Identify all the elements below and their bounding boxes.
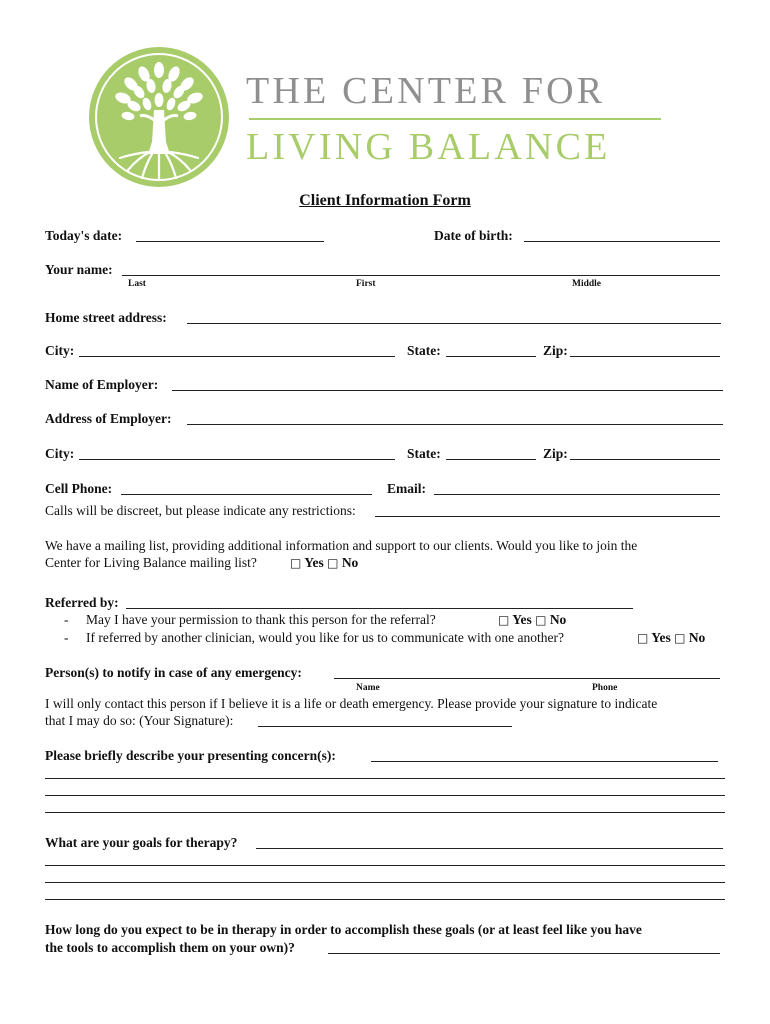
employer-state-field[interactable]	[446, 459, 536, 460]
form-title: Client Information Form	[299, 192, 471, 209]
emergency-note-line1: I will only contact this person if I believe it is a life or death emergency. Please provide your signature to indicate	[45, 696, 658, 711]
your-name-label: Your name:	[45, 262, 113, 277]
communicate-yes-label: Yes	[651, 630, 671, 645]
employer-state-label: State:	[407, 446, 441, 461]
employer-name-label: Name of Employer:	[45, 377, 159, 392]
state-field[interactable]	[446, 356, 536, 357]
employer-address-field[interactable]	[187, 424, 723, 425]
mailing-no-label: No	[341, 555, 359, 570]
therapy-goals-label: What are your goals for therapy?	[45, 835, 238, 850]
thank-no-label: No	[549, 612, 567, 627]
referral-communicate-question: If referred by another clinician, would you like for us to communicate with one another?	[86, 630, 564, 645]
mailing-list-options	[290, 555, 358, 571]
todays-date-label: Today's date:	[45, 228, 123, 243]
referred-by-field[interactable]	[126, 608, 633, 609]
cell-phone-label: Cell Phone:	[45, 481, 113, 496]
state-label: State:	[407, 343, 441, 358]
todays-date-field[interactable]	[136, 241, 324, 242]
therapy-goals-field-3[interactable]	[45, 882, 725, 883]
employer-city-label: City:	[45, 446, 75, 461]
header-divider	[249, 118, 661, 120]
therapy-goals-field-1[interactable]	[256, 848, 723, 849]
date-of-birth-label: Date of birth:	[434, 228, 513, 243]
employer-city-field[interactable]	[79, 459, 395, 460]
mailing-list-question: Center for Living Balance mailing list?	[45, 555, 257, 570]
emergency-note-line2: that I may do so: (Your Signature):	[45, 713, 234, 728]
mailing-list-text: We have a mailing list, providing additional information and support to our clients. Would you like to join the	[45, 538, 638, 553]
your-name-field[interactable]	[122, 275, 720, 276]
emergency-contact-field[interactable]	[334, 678, 720, 679]
therapy-duration-question-line2: the tools to accomplish them on your own)?	[45, 940, 295, 955]
thank-yes-checkbox[interactable]: □	[498, 613, 510, 627]
therapy-goals-field-2[interactable]	[45, 865, 725, 866]
thank-yes-label: Yes	[512, 612, 532, 627]
therapy-duration-question-line1: How long do you expect to be in therapy in order to accomplish these goals (or at least feel like you have	[45, 922, 642, 937]
employer-name-field[interactable]	[172, 390, 723, 391]
cell-phone-field[interactable]	[121, 494, 372, 495]
communicate-no-checkbox[interactable]: □	[674, 631, 686, 645]
city-field[interactable]	[79, 356, 395, 357]
signature-field[interactable]	[258, 726, 512, 727]
presenting-concern-label: Please briefly describe your presenting concern(s):	[45, 748, 336, 763]
emergency-name-sublabel: Name	[356, 683, 380, 693]
presenting-concern-field-4[interactable]	[45, 812, 725, 813]
referral-dash-1: -	[64, 612, 69, 627]
presenting-concern-field-2[interactable]	[45, 778, 725, 779]
tree-logo-icon	[88, 46, 230, 188]
calls-restrictions-field[interactable]	[375, 516, 720, 517]
referral-communicate-options	[637, 630, 705, 646]
email-field[interactable]	[434, 494, 720, 495]
mailing-yes-checkbox[interactable]: □	[290, 556, 302, 570]
referral-thank-options	[498, 612, 566, 628]
name-last-sublabel: Last	[128, 279, 146, 289]
employer-zip-label: Zip:	[543, 446, 568, 461]
email-label: Email:	[387, 481, 426, 496]
emergency-contact-label: Person(s) to notify in case of any emergency:	[45, 665, 302, 680]
org-name-line2: LIVING BALANCE	[246, 126, 611, 168]
presenting-concern-field-3[interactable]	[45, 795, 725, 796]
thank-no-checkbox[interactable]: □	[535, 613, 547, 627]
zip-label: Zip:	[543, 343, 568, 358]
presenting-concern-field-1[interactable]	[371, 761, 718, 762]
city-label: City:	[45, 343, 75, 358]
communicate-no-label: No	[688, 630, 706, 645]
date-of-birth-field[interactable]	[524, 241, 720, 242]
home-address-field[interactable]	[187, 323, 721, 324]
communicate-yes-checkbox[interactable]: □	[637, 631, 649, 645]
mailing-yes-label: Yes	[304, 555, 324, 570]
zip-field[interactable]	[570, 356, 720, 357]
employer-address-label: Address of Employer:	[45, 411, 172, 426]
mailing-no-checkbox[interactable]: □	[327, 556, 339, 570]
referral-dash-2: -	[64, 630, 69, 645]
name-first-sublabel: First	[356, 279, 376, 289]
calls-restrictions-label: Calls will be discreet, but please indicate any restrictions:	[45, 503, 356, 518]
name-middle-sublabel: Middle	[572, 279, 602, 289]
emergency-phone-sublabel: Phone	[592, 683, 618, 693]
referral-thank-question: May I have your permission to thank this person for the referral?	[86, 612, 436, 627]
therapy-goals-field-4[interactable]	[45, 899, 725, 900]
home-address-label: Home street address:	[45, 310, 167, 325]
therapy-duration-field[interactable]	[328, 953, 720, 954]
org-name-line1: THE CENTER FOR	[246, 70, 606, 112]
employer-zip-field[interactable]	[570, 459, 720, 460]
referred-by-label: Referred by:	[45, 595, 119, 610]
